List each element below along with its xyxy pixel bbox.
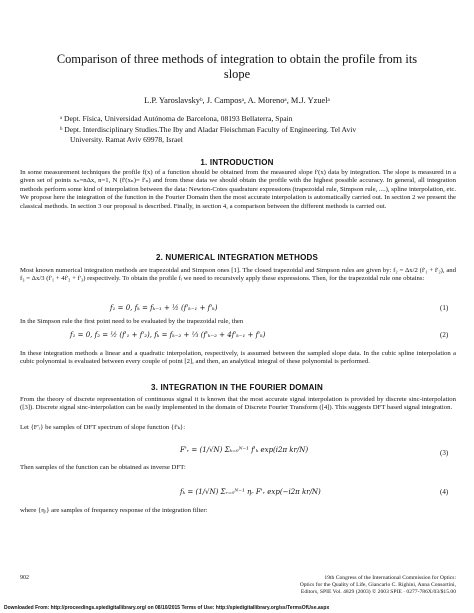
affiliation-b-line-2: University. Ramat Aviv 69978, Israel [70, 135, 183, 144]
conference-line-3: Editors, SPIE Vol. 4829 (2003) © 2003 SPIE · 0277-786X/03/$15.00 [300, 588, 456, 595]
equation-3: F'ᵣ = (1/√N) Σₖ₌₀ᴺ⁻¹ f'ₖ exp(i2π kr/N) [180, 446, 309, 454]
page-number: 902 [20, 575, 29, 581]
conference-footer [230, 575, 456, 595]
equation-4-number: (4) [440, 488, 449, 496]
equation-3-number: (3) [440, 449, 449, 457]
numerical-paragraph-2: In these integration methods a linear and a quadratic interpolation, respectively, is assumed between the sampled slope data. In the cubic spline interpolation a cubic polynomial is evaluated between every couple of point [2], and then, an analytical integral of these polynomial is performed. [20, 350, 456, 366]
fourier-paragraph-2: Let {F'ᵣ} be samples of DFT spectrum of slope function {f'ₖ}: [20, 424, 186, 431]
numerical-paragraph-1: Most known numerical integration methods are trapezoidal and Simpson ones [1]. The closed trapezoidal and Simpson rules are given by: f₂ = Δx/2 (f'₁ + f'₂), and f₃ = Δx/3 (f'₁ + 4f'₂ + f'₃) respectively. To obtain the profile fᵢ we need to recursively apply these expressions. Then, for the trapezoidal rule one obtains: [20, 267, 456, 283]
download-notice: Downloaded From: http://proceedings.spiedigitallibrary.org/ on 08/10/2015 Terms of Use: http://spiedigitallibrary.org/ss/TermsOfUse.aspx [4, 605, 330, 611]
paper-title [40, 52, 434, 82]
affiliation-a: ᵃ Dept. Física, Universidad Autónoma de Barcelona, 08193 Bellaterra, Spain [60, 114, 293, 123]
equation-4: fₖ = (1/√N) Σᵣ₌₀ᴺ⁻¹ ηᵣ F'ᵣ exp(−i2π kr/N) [180, 488, 321, 496]
section-heading-numerical: 2. NUMERICAL INTEGRATION METHODS [155, 253, 319, 262]
equation-1: f₁ = 0, fₖ = fₖ₋₁ + ½ (f'ₖ₋₁ + f'ₖ) [110, 304, 218, 312]
title-line-1: Comparison of three methods of integration to obtain the profile from its [56, 52, 418, 66]
equation-2-number: (2) [440, 331, 449, 339]
equation-1-number: (1) [440, 304, 449, 312]
affiliation-b-line-1: ᵇ Dept. Interdisciplinary Studies.The Iby and Aladar Fleischman Faculty of Engineering. Tel Aviv [60, 125, 357, 134]
section-heading-fourier: 3. INTEGRATION IN THE FOURIER DOMAIN [151, 383, 323, 392]
conference-line-2: Optics for the Quality of Life, Giancarlo C. Righini, Anna Consortini, [299, 581, 456, 588]
intro-paragraph: In some measurement techniques the profile f(x) of a function should be obtained from the measured slope f'(x) data by integration. The slope is measured in a given set of points xₙ=nΔx, n=1, N (f'(xₙ)= f'ₙ) and from these data we should obtain the profile with the highest possible accuracy. In general, all integration methods perform some kind of interpolation between the data: Newton-Cotes quadrature expressions (trapezoidal rule, Simpson rule, ....), spline interpolation, etc. We propose here the integration of the function in the Fourier Domain then the most accurate interpolation is automatically carried out. In section 2 we present the classical methods. In section 3 our proposal is described. Finally, in section 4, a comparison between the different methods is carried out. [20, 169, 456, 210]
authors: L.P. Yaroslavskyᵇ, J. Camposᵃ, A. Morenoᵃ, M.J. Yzuelᵃ [144, 96, 330, 105]
section-heading-introduction: 1. INTRODUCTION [200, 158, 274, 167]
equation-2: f₁ = 0, f₂ = ½ (f'₁ + f'₂), fₖ = fₖ₋₂ + ⅓ (f'ₖ₋₂ + 4f'ₖ₋₁ + f'ₖ) [70, 331, 266, 339]
simpson-paragraph: In the Simpson rule the first point need to be evaluated by the trapezoidal rule, then [20, 318, 244, 325]
fourier-paragraph-3: Then samples of the function can be obtained as inverse DFT: [20, 464, 186, 471]
fourier-paragraph-4: where {ηᵣ} are samples of frequency response of the integration filter: [20, 507, 208, 514]
conference-line-1: 19th Congress of the International Commission for Optics: [324, 575, 456, 581]
title-line-2: slope [223, 67, 251, 81]
fourier-paragraph-1: From the theory of discrete representation of continuous signal it is known that the most accurate signal interpolation is provided by discrete sinc-interpolation ([3]). Discrete signal sinc-interpolation can be easily implemented in the domain of Discrete Fourier Transform ([4]). This suggests DFT based signal integration. [20, 396, 456, 412]
